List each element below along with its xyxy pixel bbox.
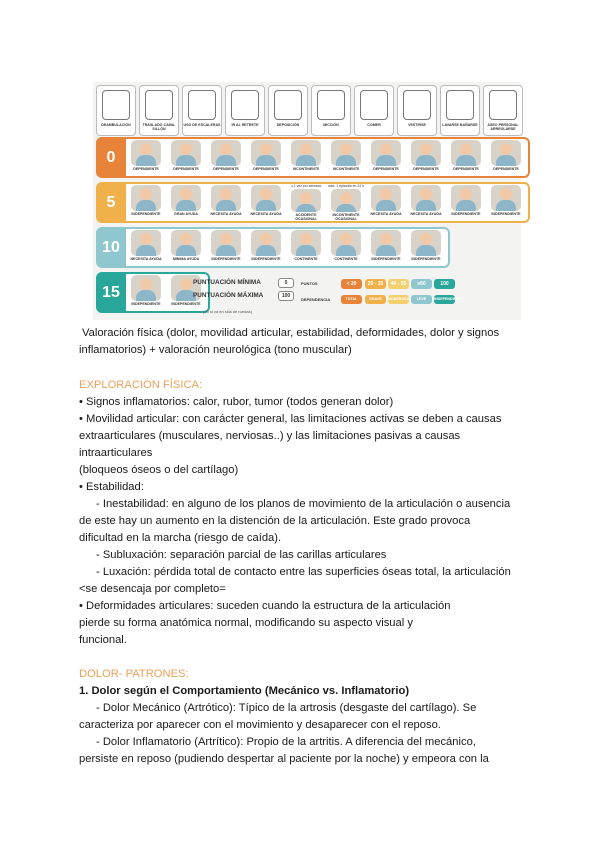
score-row xyxy=(96,227,450,268)
dependency-level-chip: MODERADA xyxy=(388,295,409,304)
category-icon xyxy=(317,90,345,120)
text-line: - Inestabilidad: en alguno de los planos de movimiento de la articulación o ausencia xyxy=(96,498,511,510)
activity-cell xyxy=(327,230,365,265)
text-line: extraarticulares (musculares, nerviosas..) y las limitaciones pasivas a causas xyxy=(79,430,461,442)
activity-cell xyxy=(447,185,485,220)
activity-label: NECESITA AYUDA xyxy=(250,212,282,216)
person-illustration-icon xyxy=(331,189,361,212)
category-icon xyxy=(446,90,474,120)
person-illustration-icon xyxy=(251,185,281,211)
category-label: MICCIÓN xyxy=(323,123,339,127)
activity-cell xyxy=(207,140,245,175)
category-header-cell xyxy=(483,85,523,136)
person-illustration-icon xyxy=(411,140,441,166)
intro-line-1: Valoración física (dolor, movilidad articular, estabilidad, deformidades, dolor y signos xyxy=(82,327,500,339)
activity-label: INCONTINENTE OCASIONAL xyxy=(332,212,360,220)
points-range-chip: < 20 xyxy=(341,279,362,289)
activity-label: INDEPENDIENTE xyxy=(451,212,481,216)
activity-cell xyxy=(487,140,525,175)
activity-label: CONTINENTE xyxy=(294,257,318,261)
activity-cell xyxy=(327,185,365,220)
text-line: persiste en reposo (pudiendo despertar al paciente por la noche) y empeora con la xyxy=(79,753,489,765)
intro-line-2: inflamatorios) + valoración neurológica (tono muscular) xyxy=(79,344,352,356)
category-header-cell xyxy=(225,85,265,136)
person-illustration-icon xyxy=(411,230,441,256)
activity-label: DEPENDIENTE xyxy=(373,167,399,171)
wheelchair-note: (90 si va en silla de ruedas) xyxy=(203,309,252,314)
text-line: - Subluxación: separación parcial de las carillas articulares xyxy=(96,549,387,561)
points-label: PUNTOS xyxy=(301,281,318,286)
score-badge: 5 xyxy=(96,182,126,223)
text-line: de este hay un aumento en la distención de la articulación. Este grado provoca xyxy=(79,515,471,527)
category-label: TRASLADO CAMA-SILLÓN xyxy=(142,123,176,131)
activity-cell xyxy=(327,140,365,175)
text-line: • Estabilidad: xyxy=(79,481,144,493)
category-header-cell xyxy=(182,85,222,136)
person-illustration-icon xyxy=(291,189,321,212)
activity-label: INDEPENDIENTE xyxy=(491,212,521,216)
frequency-note: ≤ 1 vez por semana xyxy=(291,184,321,188)
activity-label: ACCIDENTE OCASIONAL xyxy=(295,212,317,220)
activity-label: NECESITA AYUDA xyxy=(210,212,242,216)
category-label: ASEO PERSONAL ARREGLARSE xyxy=(487,123,519,131)
category-icon xyxy=(145,90,173,120)
category-header-cell xyxy=(96,85,136,136)
category-icon xyxy=(231,90,259,120)
score-row xyxy=(96,137,530,178)
activity-cell xyxy=(407,185,445,220)
text-line: (bloqueos óseos o del cartílago) xyxy=(79,464,239,476)
person-illustration-icon xyxy=(451,185,481,211)
activity-cell xyxy=(407,230,445,265)
text-line: • Movilidad articular: con carácter general, las limitaciones activas se deben a causas xyxy=(79,413,502,425)
category-label: DEPOSICIÓN xyxy=(276,123,300,127)
activity-label: INDEPENDIENTE xyxy=(371,257,401,261)
score-row-cells xyxy=(126,182,530,223)
activity-cell xyxy=(127,185,165,220)
person-illustration-icon xyxy=(491,185,521,211)
person-illustration-icon xyxy=(131,140,161,166)
category-icon xyxy=(274,90,302,120)
category-label: DEAMBULACIÓN xyxy=(101,123,131,127)
activity-cell xyxy=(287,140,325,175)
max-score-value: 100 xyxy=(278,291,294,301)
person-illustration-icon xyxy=(251,230,281,256)
category-icon xyxy=(489,90,517,120)
activity-label: INDEPENDIENTE xyxy=(171,302,201,306)
subheading-dolor-comportamiento: 1. Dolor según el Comportamiento (Mecánico vs. Inflamatorio) xyxy=(79,685,410,697)
person-illustration-icon xyxy=(371,230,401,256)
barthel-index-figure xyxy=(93,82,521,320)
activity-cell xyxy=(207,185,245,220)
activity-cell xyxy=(367,230,405,265)
category-label: COMER xyxy=(367,123,381,127)
activity-label: DEPENDIENTE xyxy=(133,167,159,171)
category-label: IR AL RETRETE xyxy=(231,123,259,127)
activity-cell xyxy=(407,140,445,175)
activity-cell xyxy=(247,140,285,175)
category-header-cell xyxy=(139,85,179,136)
person-illustration-icon xyxy=(451,140,481,166)
text-line: - Dolor Inflamatorio (Artrítico): Propio de la artritis. A diferencia del mecánico, xyxy=(96,736,476,748)
category-header-cell xyxy=(268,85,308,136)
text-line: <se desencaja por completo= xyxy=(79,583,226,595)
text-line: • Deformidades articulares: suceden cuando la estructura de la articulación xyxy=(79,600,451,612)
person-illustration-icon xyxy=(131,185,161,211)
category-label: USO DE ESCALERAS xyxy=(183,123,221,127)
person-illustration-icon xyxy=(411,185,441,211)
activity-cell xyxy=(367,140,405,175)
category-icon xyxy=(360,90,388,120)
activity-label: CONTINENTE xyxy=(334,257,358,261)
activity-label: DEPENDIENTE xyxy=(493,167,519,171)
person-illustration-icon xyxy=(331,140,361,166)
dependency-level-chip: GRAVE xyxy=(365,295,386,304)
person-illustration-icon xyxy=(371,140,401,166)
activity-label: INCONTINENTE xyxy=(292,167,320,171)
min-score-box xyxy=(193,279,295,286)
category-icon xyxy=(403,90,431,120)
activity-label: INDEPENDIENTE xyxy=(211,257,241,261)
max-score-label: PUNTUACIÓN MÁXIMA xyxy=(193,292,264,299)
activity-cell xyxy=(167,185,205,220)
score-row xyxy=(96,182,530,223)
activity-cell xyxy=(167,230,205,265)
score-row-cells xyxy=(126,227,450,268)
category-label: VESTIRSE xyxy=(408,123,426,127)
activity-cell xyxy=(127,275,165,310)
activity-label: DEPENDIENTE xyxy=(413,167,439,171)
text-line: pierde su forma anatómica normal, modificando su aspecto visual y xyxy=(79,617,413,629)
activity-cell xyxy=(127,140,165,175)
text-line: dificultad en la marcha (riesgo de caída). xyxy=(79,532,282,544)
activity-cell xyxy=(207,230,245,265)
person-illustration-icon xyxy=(291,230,321,256)
max-score-box xyxy=(193,292,295,299)
text-line: caracteriza por aparecer con el movimiento y desaparecer con el reposo. xyxy=(79,719,441,731)
points-range-chip: 40 - 55 xyxy=(388,279,409,289)
dependency-level-chip: INDEPENDIENTE xyxy=(434,295,455,304)
section-heading-dolor: DOLOR- PATRONES: xyxy=(79,668,189,680)
activity-label: DEPENDIENTE xyxy=(253,167,279,171)
person-illustration-icon xyxy=(171,230,201,256)
score-badge: 10 xyxy=(96,227,126,268)
activity-cell xyxy=(487,185,525,220)
person-illustration-icon xyxy=(211,140,241,166)
points-range-chip: ≥60 xyxy=(411,279,432,289)
score-legend xyxy=(193,279,464,317)
activity-cell xyxy=(287,185,325,220)
person-illustration-icon xyxy=(211,185,241,211)
activity-label: DEPENDIENTE xyxy=(213,167,239,171)
person-illustration-icon xyxy=(131,230,161,256)
score-badge: 15 xyxy=(96,272,126,313)
person-illustration-icon xyxy=(131,275,161,301)
activity-label: INDEPENDIENTE xyxy=(131,302,161,306)
category-header-cell xyxy=(354,85,394,136)
text-line: - Luxación: pérdida total de contacto entre las superficies óseas total, la articulación xyxy=(96,566,511,578)
activity-cell xyxy=(287,230,325,265)
person-illustration-icon xyxy=(331,230,361,256)
text-line: intraarticulares xyxy=(79,447,153,459)
activity-label: INDEPENDIENTE xyxy=(251,257,281,261)
person-illustration-icon xyxy=(491,140,521,166)
activity-label: DEPENDIENTE xyxy=(173,167,199,171)
category-header-cell xyxy=(397,85,437,136)
activity-cell xyxy=(167,140,205,175)
activity-label: DEPENDIENTE xyxy=(453,167,479,171)
activity-label: INDEPENDIENTE xyxy=(131,212,161,216)
activity-label: NECESITA AYUDA xyxy=(370,212,402,216)
category-icon xyxy=(188,90,216,120)
text-line: • Signos inflamatorios: calor, rubor, tumor (todos generan dolor) xyxy=(79,396,394,408)
person-illustration-icon xyxy=(251,140,281,166)
person-illustration-icon xyxy=(171,140,201,166)
activity-label: NECESITA AYUDA xyxy=(130,257,162,261)
dependency-level-chip: LEVE xyxy=(411,295,432,304)
activity-label: GRAN AYUDA xyxy=(174,212,198,216)
category-header-row xyxy=(96,85,526,136)
text-line: funcional. xyxy=(79,634,127,646)
section-heading-exploracion: EXPLORACIÓN FÍSICA: xyxy=(79,379,203,391)
activity-cell xyxy=(127,230,165,265)
points-range-chip: 20 - 35 xyxy=(365,279,386,289)
activity-label: INDEPENDIENTE xyxy=(411,257,441,261)
person-illustration-icon xyxy=(211,230,241,256)
person-illustration-icon xyxy=(171,185,201,211)
activity-label: INCONTINENTE xyxy=(332,167,360,171)
frequency-note: máx. 1 episodio en 24 h xyxy=(327,184,364,188)
activity-cell xyxy=(247,185,285,220)
person-illustration-icon xyxy=(291,140,321,166)
score-row-cells xyxy=(126,137,530,178)
dependency-label: DEPENDENCIA xyxy=(301,297,331,302)
category-header-cell xyxy=(440,85,480,136)
min-score-label: PUNTUACIÓN MÍNIMA xyxy=(193,279,261,286)
category-header-cell xyxy=(311,85,351,136)
points-range-chip: 100 xyxy=(434,279,455,289)
activity-cell xyxy=(447,140,485,175)
activity-cell xyxy=(367,185,405,220)
text-line: - Dolor Mecánico (Artrótico): Típico de la artrosis (desgaste del cartílago). Se xyxy=(96,702,477,714)
person-illustration-icon xyxy=(371,185,401,211)
score-badge: 0 xyxy=(96,137,126,178)
category-icon xyxy=(102,90,130,120)
activity-label: NECESITA AYUDA xyxy=(410,212,442,216)
category-label: LAVARSE BAÑARSE xyxy=(442,123,478,127)
dependency-level-chip: TOTAL xyxy=(341,295,362,304)
activity-label: MÍNIMA AYUDA xyxy=(172,257,200,261)
min-score-value: 0 xyxy=(278,278,294,288)
activity-cell xyxy=(247,230,285,265)
